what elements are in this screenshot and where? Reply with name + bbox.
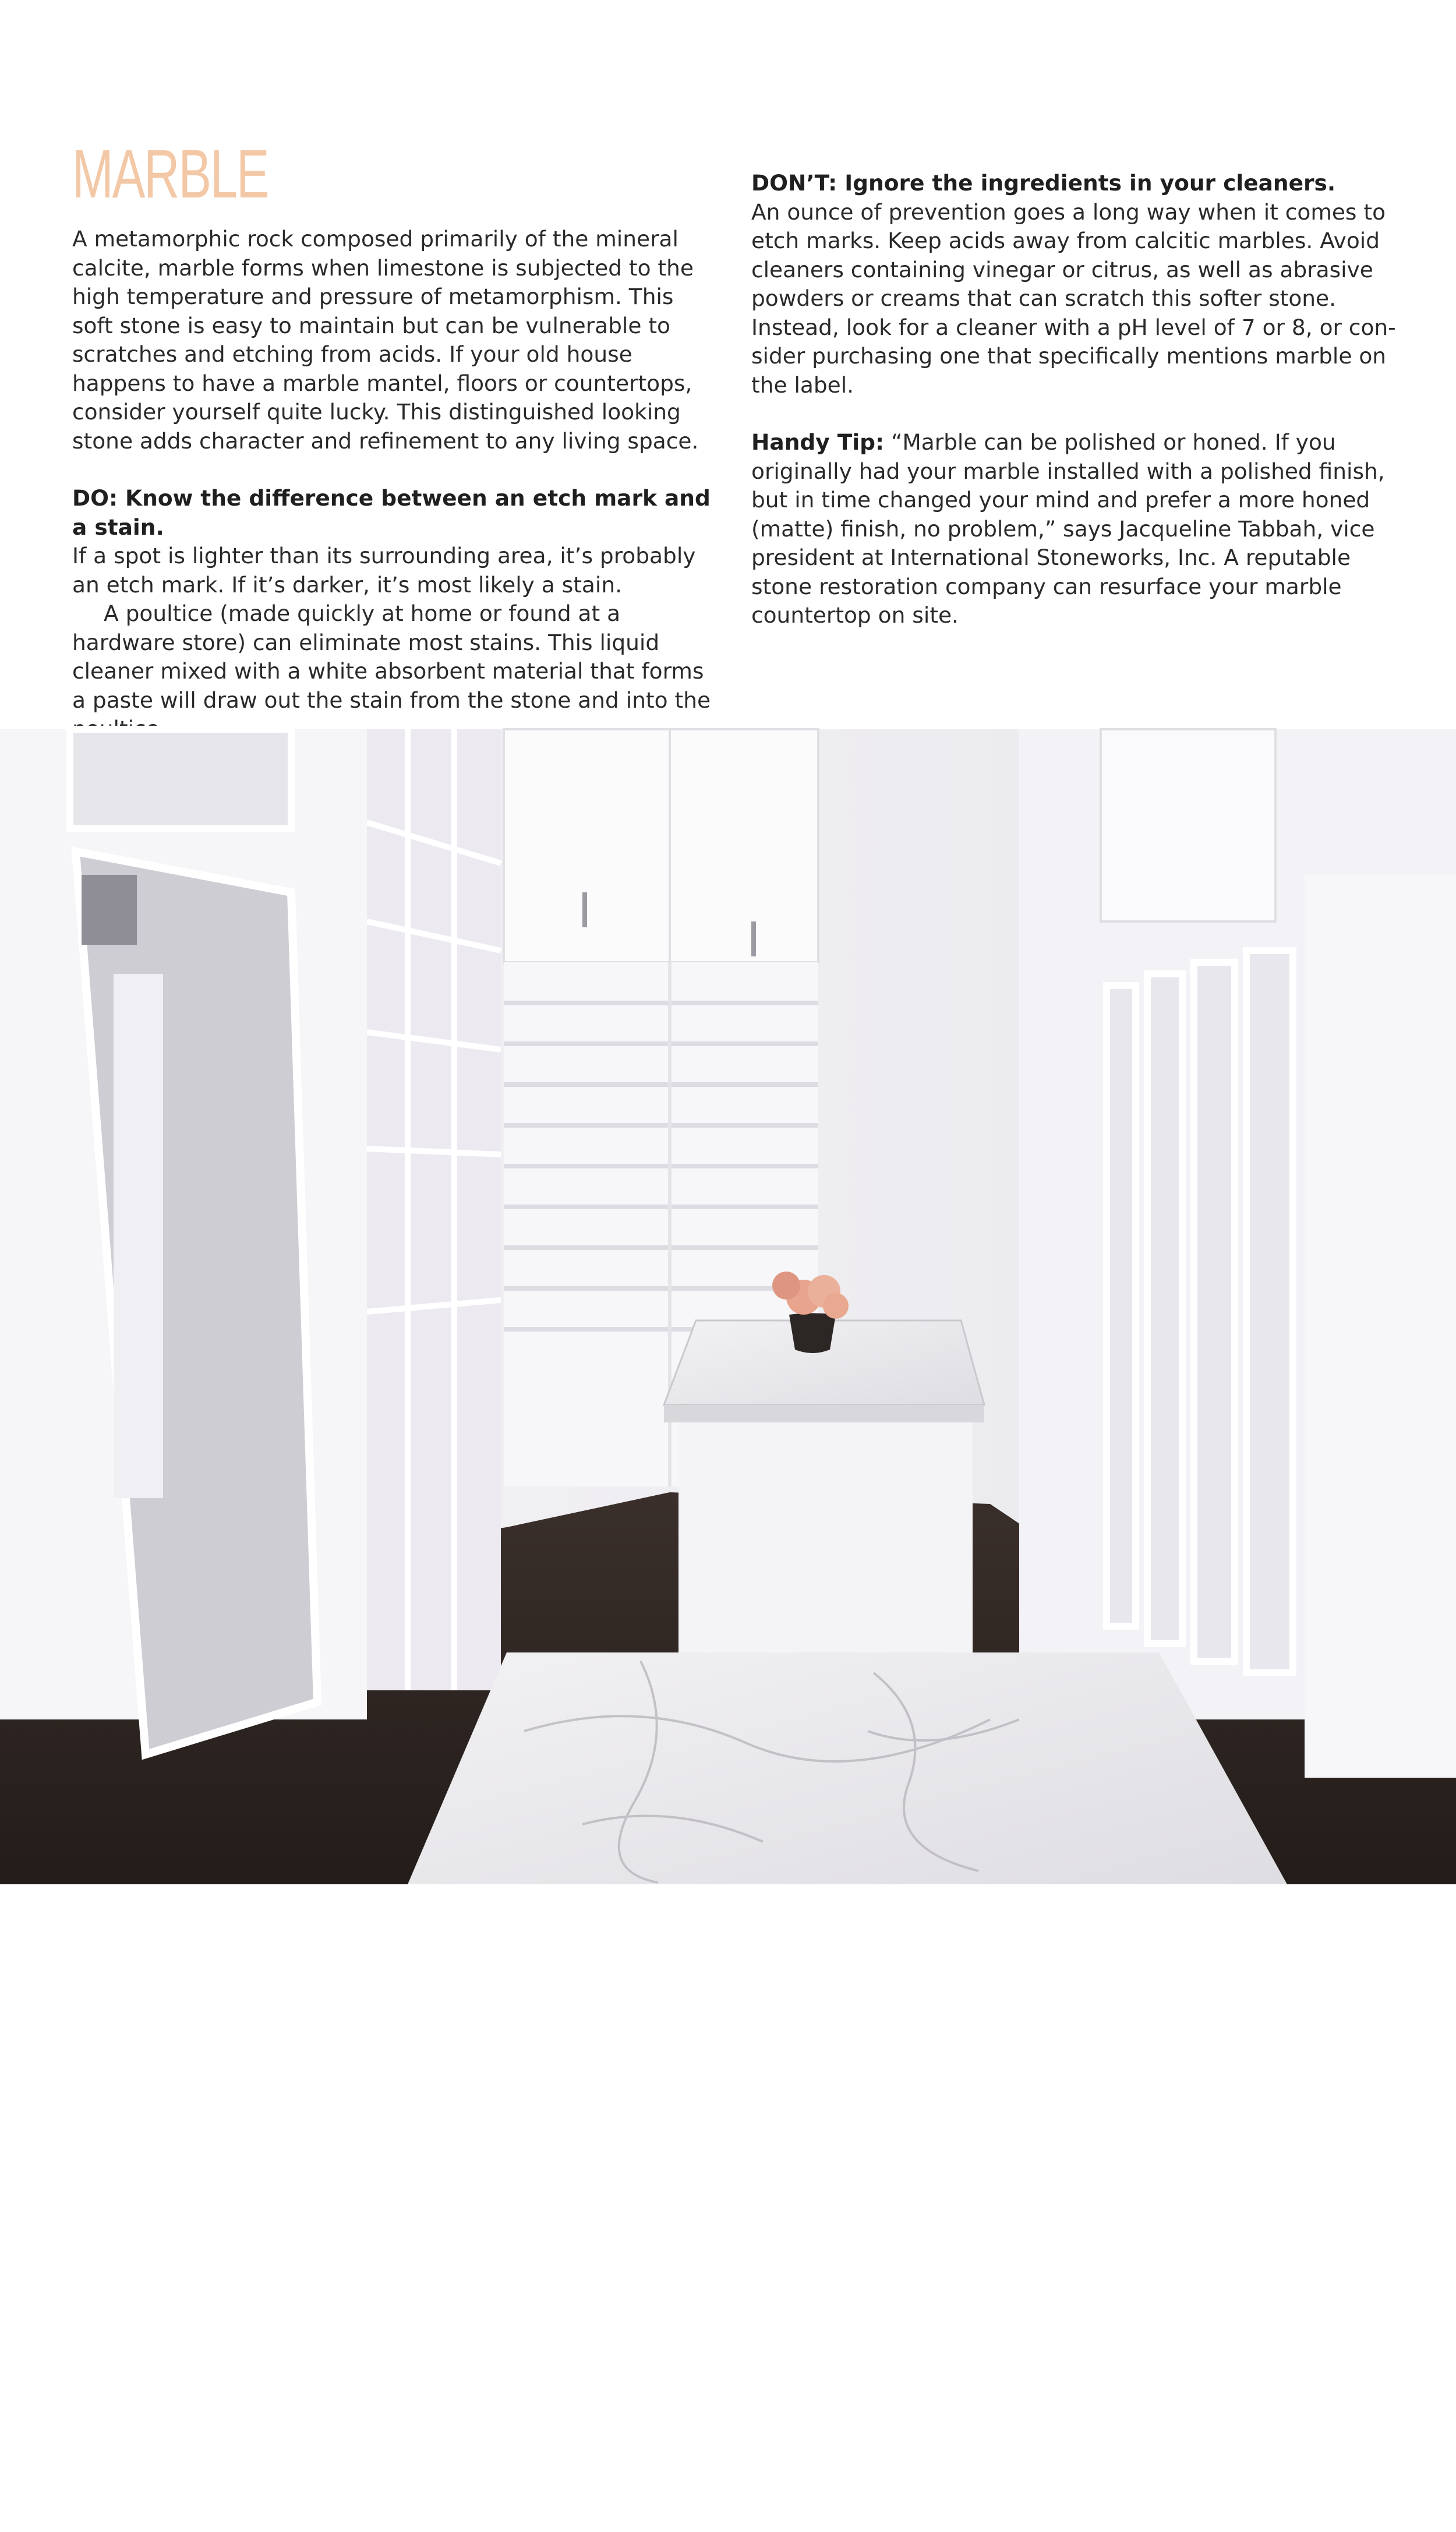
tip-text: “Marble can be polished or honed. If you originally had your marble installed with a polished finish, but in time changed your mind and prefer a more honed (matte) finish, no problem,” says Jacqueline Tabbah, vice president at International Stoneworks, Inc. A reputable stone restoration company can resurface your marble countertop on site. [751, 429, 1385, 628]
dont-paragraph: An ounce of prevention goes a long way when it comes to etch marks. Keep acids away from calcitic marbles. Avoid cleaners containing vinegar or citrus, as well as abrasive powders or creams that can scratch this softer stone. Instead, look for a cleaner with a pH level of 7 or 8, or con-sider purchasing one that specifically mentions marble on the label. [751, 199, 1396, 398]
photo-credit-line-1: PHOTO COURTESY OF CHRIS FRICK [1370, 2294, 1385, 2532]
tip-label: Handy Tip: [751, 429, 885, 455]
right-column [751, 169, 1398, 630]
do-paragraph-2: A poultice (made quickly at home or found at a hardware store) can eliminate most stains. This liquid cleaner mixed with a white absorbent material that forms a paste will draw out the stain from the stone and into the [72, 601, 711, 713]
page-title: MARBLE [72, 136, 268, 213]
tip-paragraph [751, 428, 1398, 630]
photo-credit [1370, 2294, 1401, 2532]
dont-heading: DON’T: Ignore the ingredients in your cleaners. [751, 170, 1336, 196]
intro-paragraph: A metamorphic rock composed primarily of the mineral calcite, marble forms when limestone is subjected to the high temperature and pressure of metamorphism. This soft stone is easy to maintain but can be vulnerable to scratches and etching from acids. If your old house happens to have a marble mantel, floors or countertops, consider yourself quite lucky. This distinguished looking stone adds character and refinement to any living space. [72, 226, 699, 454]
do-paragraph-1: If a spot is lighter than its surrounding area, it’s probably an etch mark. If it’s darker, it’s most likely a stain. [72, 543, 696, 598]
left-column [72, 225, 716, 744]
closet-photo [0, 729, 1456, 2532]
do-heading: DO: Know the difference between an etch mark and a stain. [72, 485, 711, 540]
photo-credit-line-2: FOR ROCKIN TERIORS [1386, 2383, 1401, 2532]
